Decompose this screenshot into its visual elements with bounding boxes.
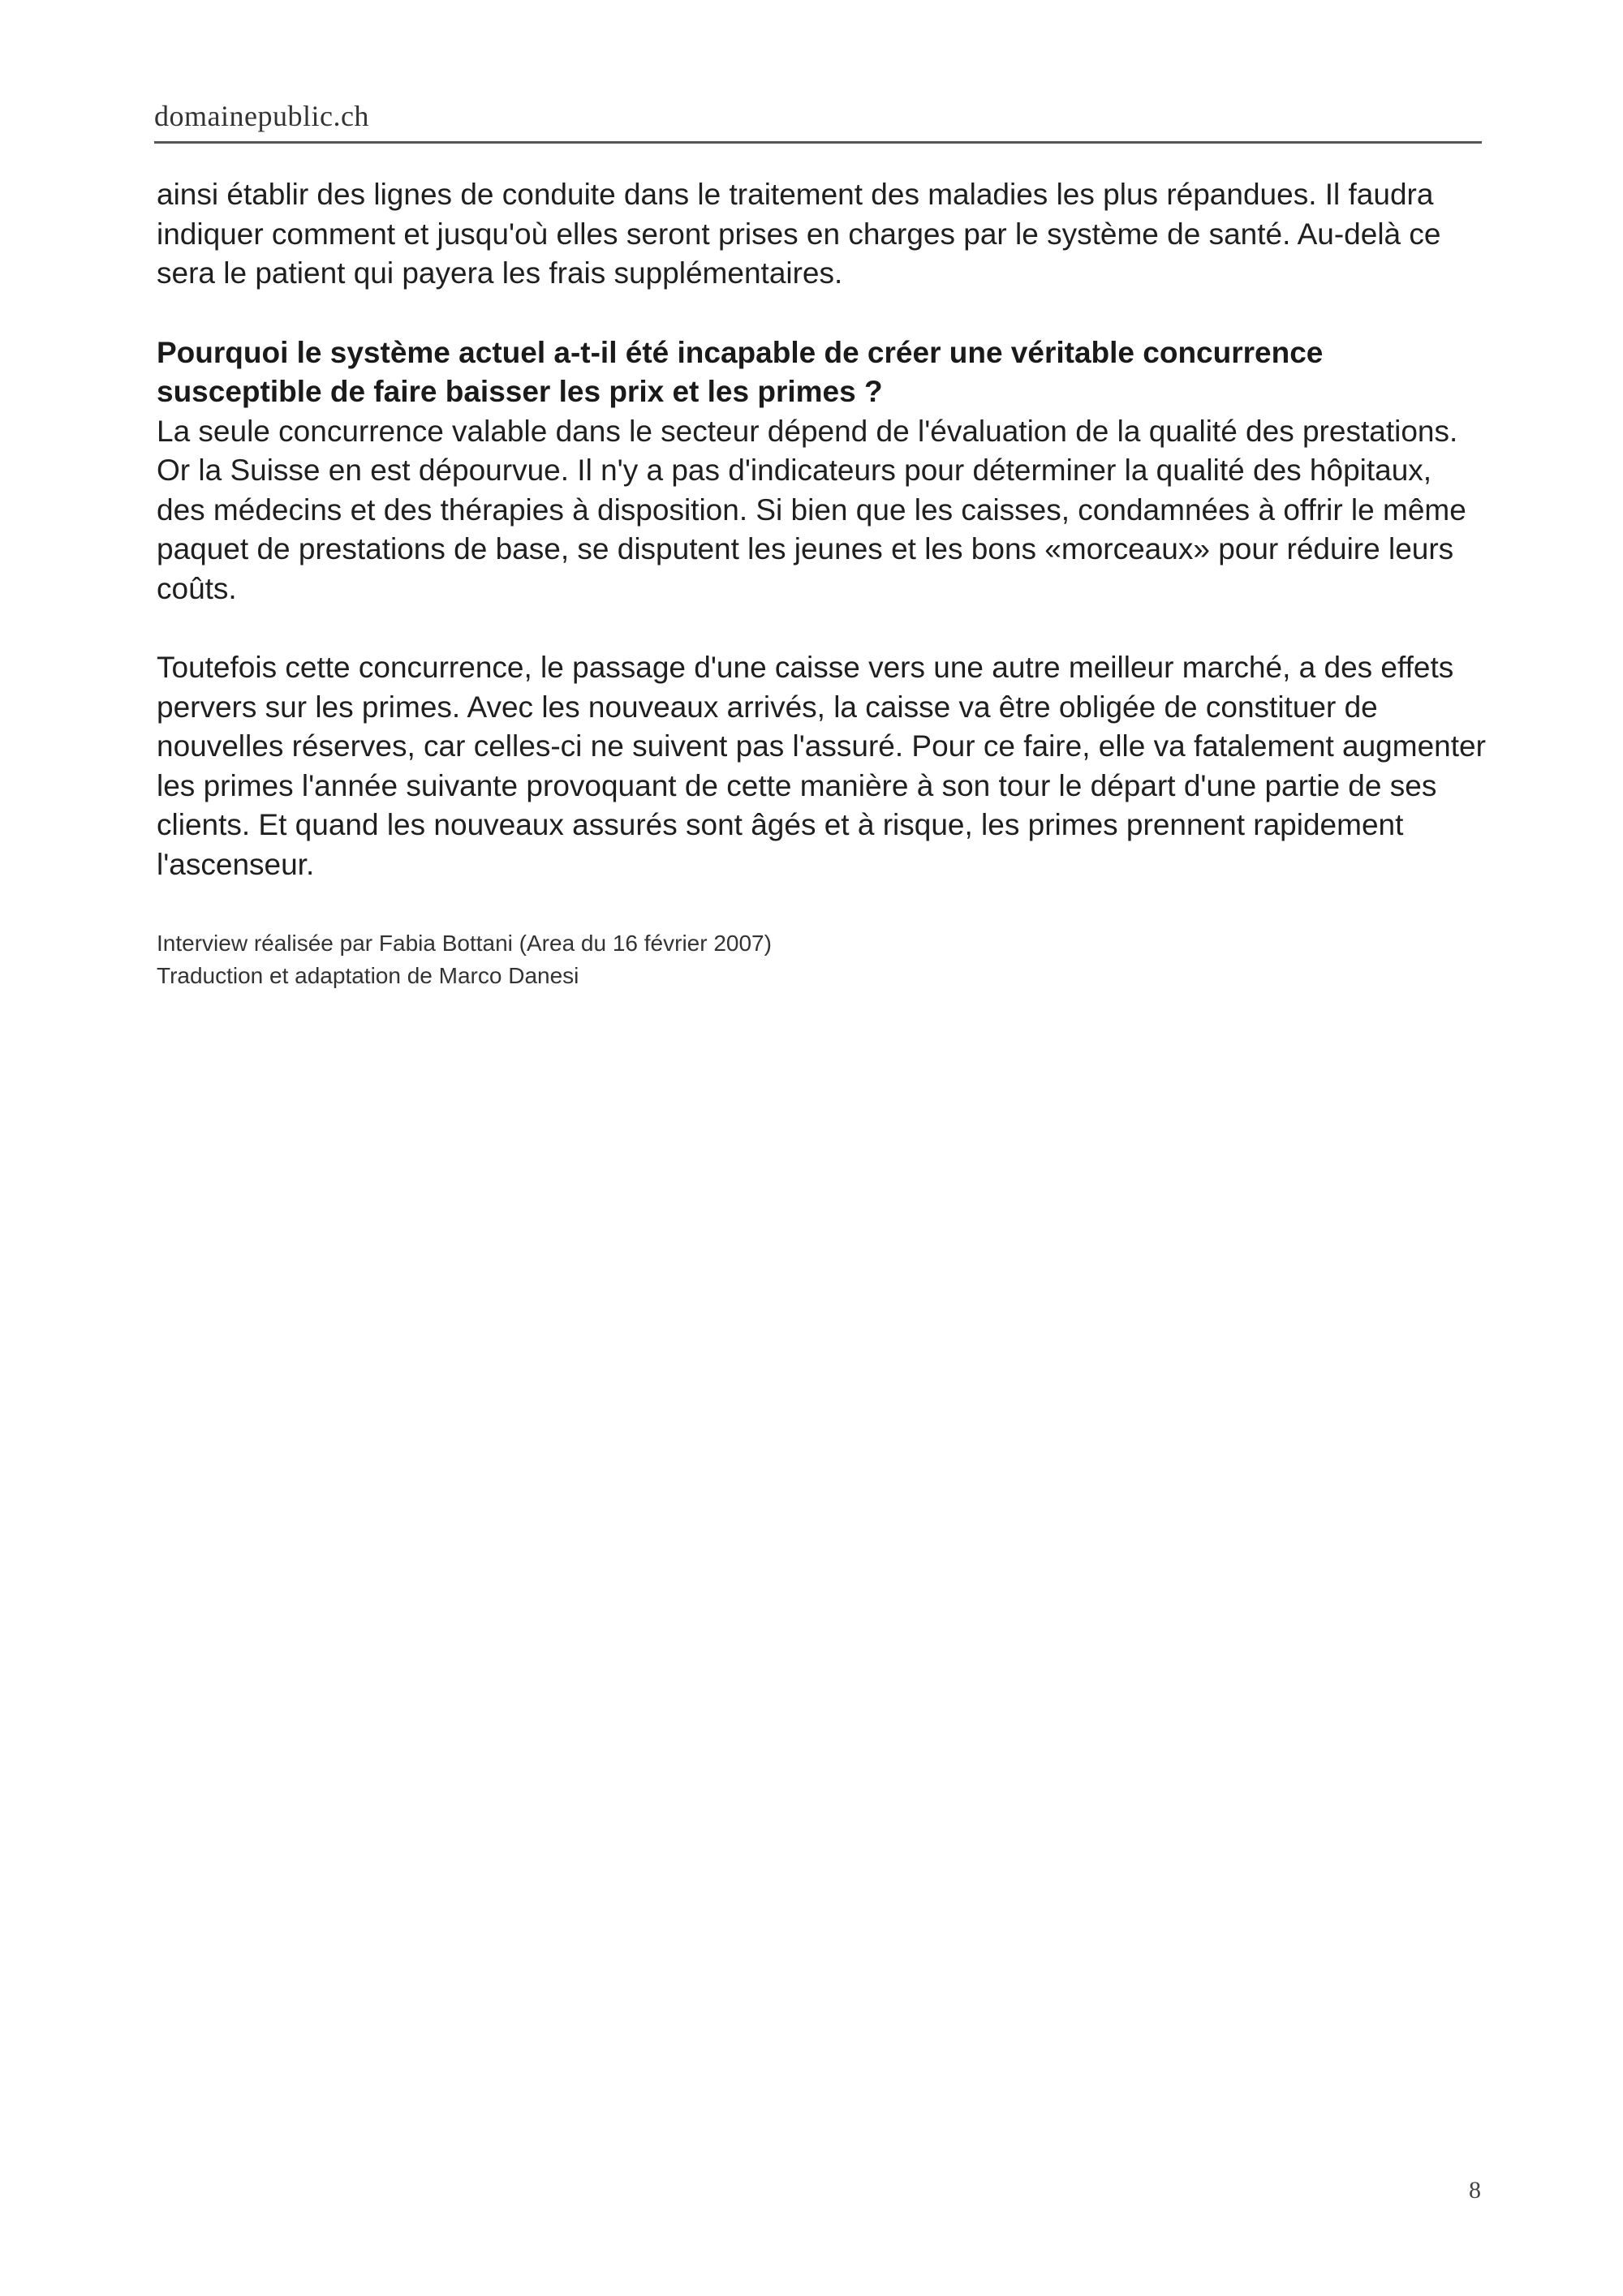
answer-paragraph-1: La seule concurrence valable dans le secteur dépend de l'évaluation de la qualité des prestations. Or la Suisse en est dépourvue. Il n'y a pas d'indicateurs pour déterminer la qualité des hôpitaux, des médecins et des thérapies à disposition. Si bien que les caisses, condamnées à offrir le même paquet de prestations de base, se disputent les jeunes et les bons «morceaux» pour réduire leurs coûts. bbox=[157, 414, 1466, 605]
page-header bbox=[154, 96, 1482, 144]
paragraph-intro: ainsi établir des lignes de conduite dans le traitement des maladies les plus répandues. Il faudra indiquer comment et jusqu'où elles seront prises en charges par le système de santé. Au-delà ce sera le patient qui payera les frais supplémentaires. bbox=[157, 178, 1441, 290]
translation-credit: Traduction et adaptation de Marco Danesi bbox=[157, 963, 579, 988]
article-credits bbox=[157, 927, 1487, 992]
interview-question: Pourquoi le système actuel a-t-il été incapable de créer une véritable concurrence susceptible de faire baisser les prix et les primes ? bbox=[157, 335, 1324, 408]
interview-credit: Interview réalisée par Fabia Bottani (Area du 16 février 2007) bbox=[157, 931, 772, 956]
page-number: 8 bbox=[1469, 2177, 1481, 2204]
site-name: domainepublic.ch bbox=[154, 100, 369, 132]
answer-paragraph-2: Toutefois cette concurrence, le passage d'une caisse vers une autre meilleur marché, a des effets pervers sur les primes. Avec les nouveaux arrivés, la caisse va être obligée de constituer de nouvelles réserves, car celles-ci ne suivent pas l'assuré. Pour ce faire, elle va fatalement augmenter les primes l'année suivante provoquant de cette manière à son tour le départ d'une partie de ses clients. Et quand les nouveaux assurés sont âgés et à risque, les primes prennent rapidement l'ascenseur. bbox=[157, 651, 1486, 881]
article-body bbox=[157, 175, 1487, 924]
